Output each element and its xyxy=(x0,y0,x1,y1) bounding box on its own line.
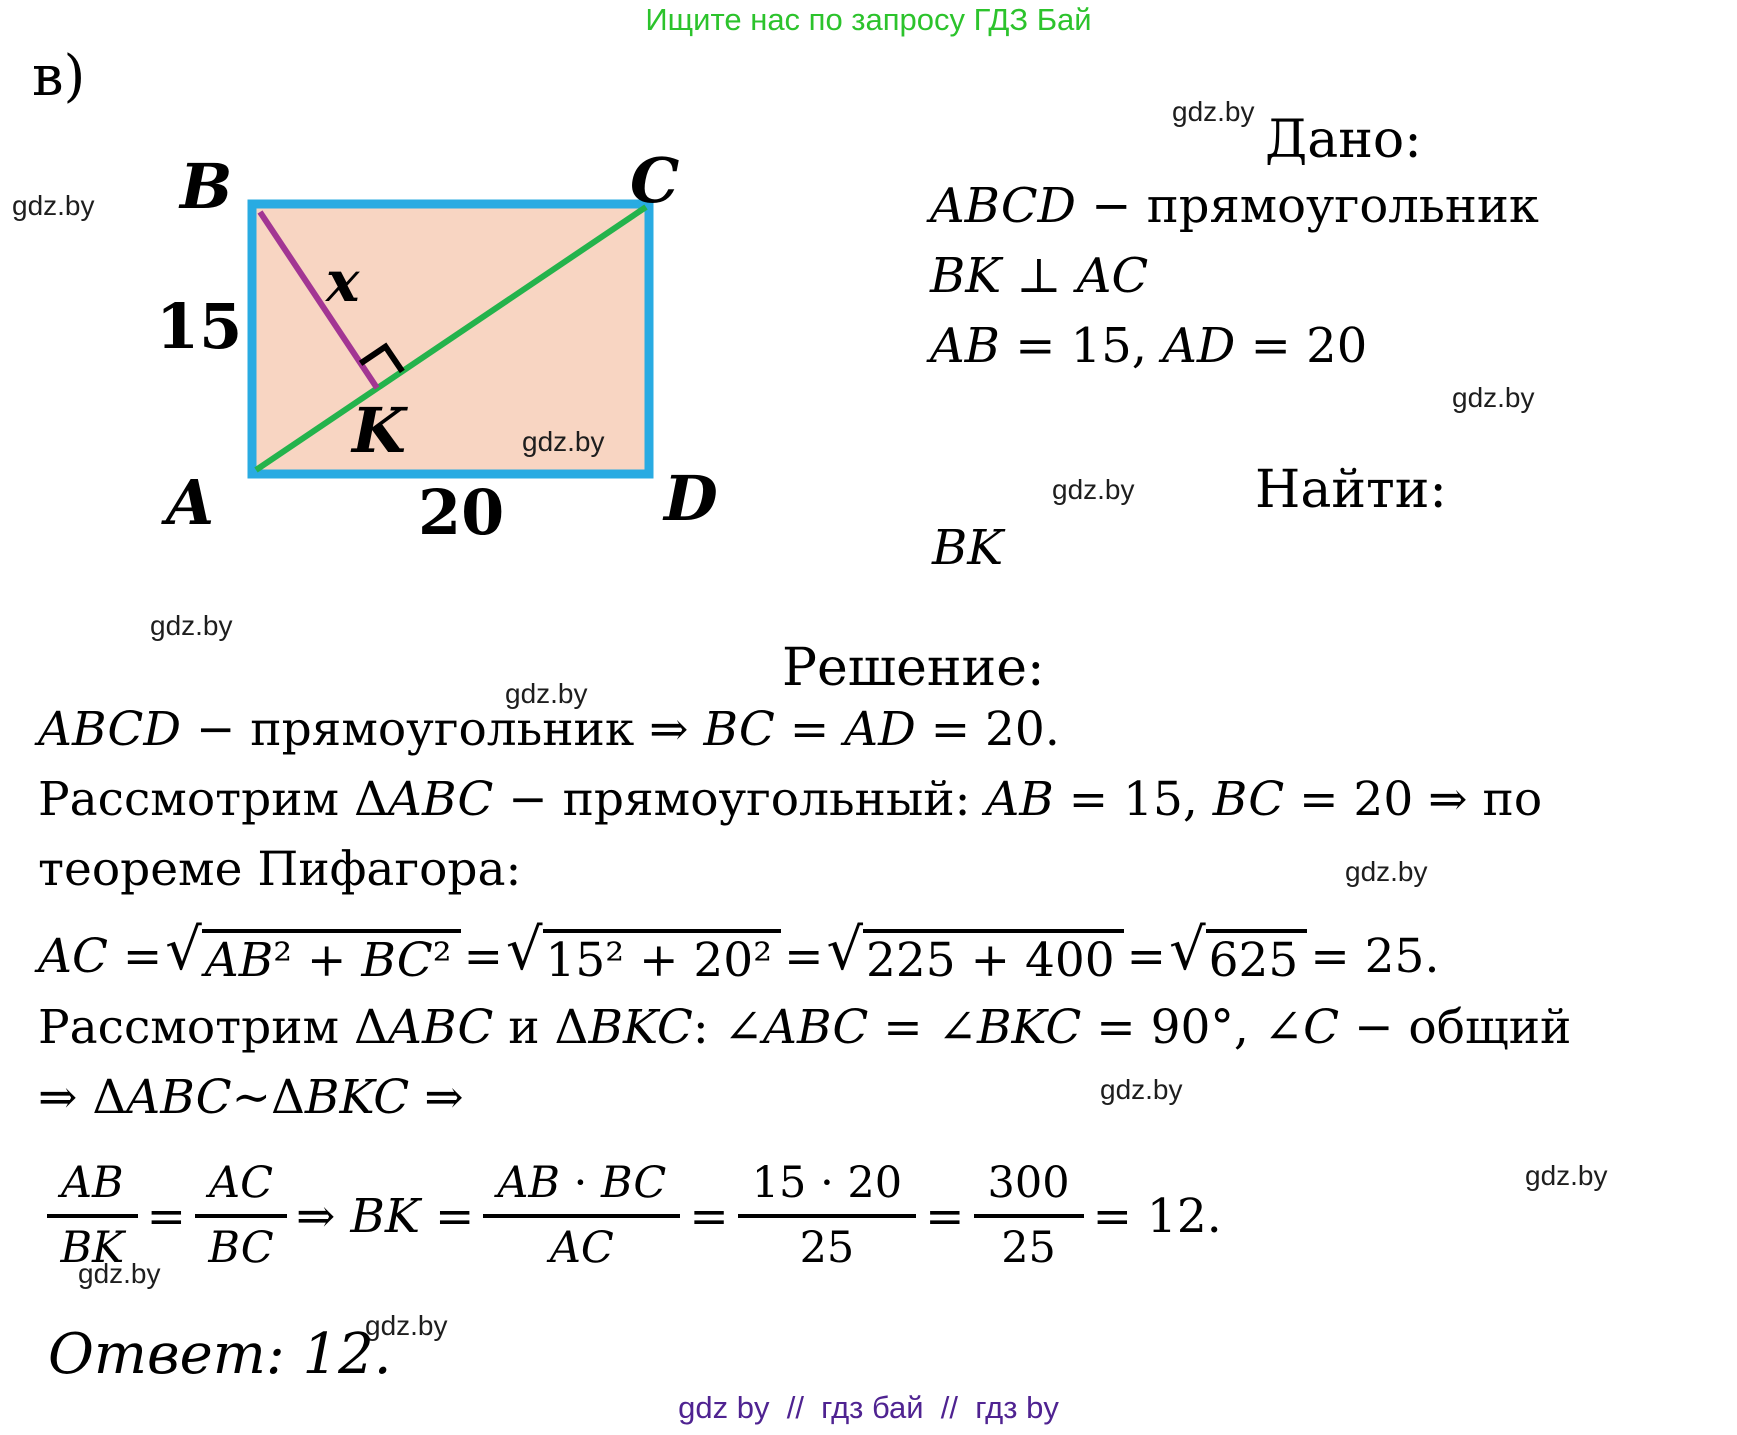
watermark-gdz: gdz.by xyxy=(1172,96,1255,127)
fraction: $\frac{300}{25}$ xyxy=(974,1160,1084,1273)
math-text: ⇒ ΔABC∼ΔBKC ⇒ xyxy=(38,1070,464,1125)
watermark-gdz: gdz.by xyxy=(1345,856,1428,887)
math-text: BK xyxy=(932,520,1004,576)
watermark-gdz: gdz.by xyxy=(522,426,605,457)
math-text: = xyxy=(463,928,503,984)
promo-banner: Ищите нас по запросу ГДЗ Бай xyxy=(645,2,1092,37)
math-text: Рассмотрим ΔABC − прямоугольный: AB = 15, BC = 20 ⇒ по xyxy=(38,772,1543,827)
math-text: ABCD − прямоугольник ⇒ BC = AD = 20. xyxy=(38,702,1060,757)
math-text: ABCD − прямоугольник xyxy=(930,178,1539,234)
part-label: в) xyxy=(32,44,86,109)
text-line xyxy=(930,248,1539,318)
text-line xyxy=(38,842,1571,912)
math-text: = xyxy=(784,928,824,984)
side-ab-length: 15 xyxy=(156,290,243,363)
fraction: $\frac{AB \cdot BC}{AC}$ xyxy=(483,1160,680,1273)
vertex-label-a: A xyxy=(166,466,215,539)
side-ad-length: 20 xyxy=(418,476,505,549)
radical-expression: √ AB² + BC² xyxy=(165,924,460,988)
given-title: Дано: xyxy=(1265,110,1422,170)
watermark-gdz: gdz.by xyxy=(1452,382,1535,413)
math-text: AB = 15, AD = 20 xyxy=(930,318,1368,374)
text-line xyxy=(38,702,1571,772)
math-text: Рассмотрим ΔABC и ΔBKC: ∠ABC = ∠BKC = 90°, ∠C − общий xyxy=(38,1000,1572,1055)
text-line xyxy=(932,520,1003,576)
footer-tags: gdz by // гдз бай // гдз by xyxy=(678,1390,1059,1425)
fraction: $\frac{AC}{BC}$ xyxy=(195,1160,287,1273)
math-text: ⇒ BK = xyxy=(296,1188,475,1244)
math-text: теореме Пифагора: xyxy=(38,842,522,897)
radical-expression: √ 225 + 400 xyxy=(826,924,1123,988)
watermark-gdz: gdz.by xyxy=(78,1258,161,1289)
text-line xyxy=(38,912,1571,1000)
segment-x-label: x xyxy=(326,249,360,315)
fraction: $\frac{15 \cdot 20}{25}$ xyxy=(738,1160,916,1273)
math-text: = xyxy=(146,1188,187,1244)
watermark-gdz: gdz.by xyxy=(1100,1074,1183,1105)
answer-line: Ответ: 12. xyxy=(48,1322,392,1387)
math-text: BK ⊥ AC xyxy=(930,248,1149,304)
watermark-gdz: gdz.by xyxy=(1525,1160,1608,1191)
watermark-gdz: gdz.by xyxy=(505,678,588,709)
math-text: = 25. xyxy=(1310,928,1440,984)
find-lines xyxy=(932,520,1003,576)
radical-sign: √ xyxy=(505,916,543,983)
text-line xyxy=(38,1140,1571,1292)
text-line xyxy=(930,178,1539,248)
math-text: = 12. xyxy=(1092,1188,1222,1244)
watermark-gdz: gdz.by xyxy=(365,1310,448,1341)
math-text: = xyxy=(689,1188,729,1244)
watermark-gdz: gdz.by xyxy=(150,610,233,641)
text-line xyxy=(38,1070,1571,1140)
radical-expression: √ 625 xyxy=(1169,924,1307,988)
text-line xyxy=(930,318,1539,388)
vertex-label-c: C xyxy=(630,144,680,217)
math-text: = xyxy=(1126,928,1167,984)
radical-expression: √ 15² + 20² xyxy=(506,924,781,988)
watermark-gdz: gdz.by xyxy=(1052,474,1135,505)
math-text: = xyxy=(925,1188,965,1244)
given-lines xyxy=(930,178,1539,388)
radical-sign: √ xyxy=(165,916,202,983)
solution-title: Решение: xyxy=(782,638,1045,698)
point-k-label: K xyxy=(352,394,406,467)
radical-sign: √ xyxy=(1169,916,1206,983)
geometry-figure xyxy=(0,144,740,550)
radical-sign: √ xyxy=(826,916,863,983)
find-title: Найти: xyxy=(1255,460,1447,520)
vertex-label-d: D xyxy=(664,462,718,535)
solution-lines xyxy=(38,702,1571,1292)
math-text: AC = xyxy=(38,928,163,984)
watermark-gdz: gdz.by xyxy=(12,190,95,221)
text-line xyxy=(38,1000,1571,1070)
vertex-label-b: B xyxy=(180,150,233,223)
text-line xyxy=(38,772,1571,842)
fraction: $\frac{AB}{BK}$ xyxy=(47,1160,138,1273)
